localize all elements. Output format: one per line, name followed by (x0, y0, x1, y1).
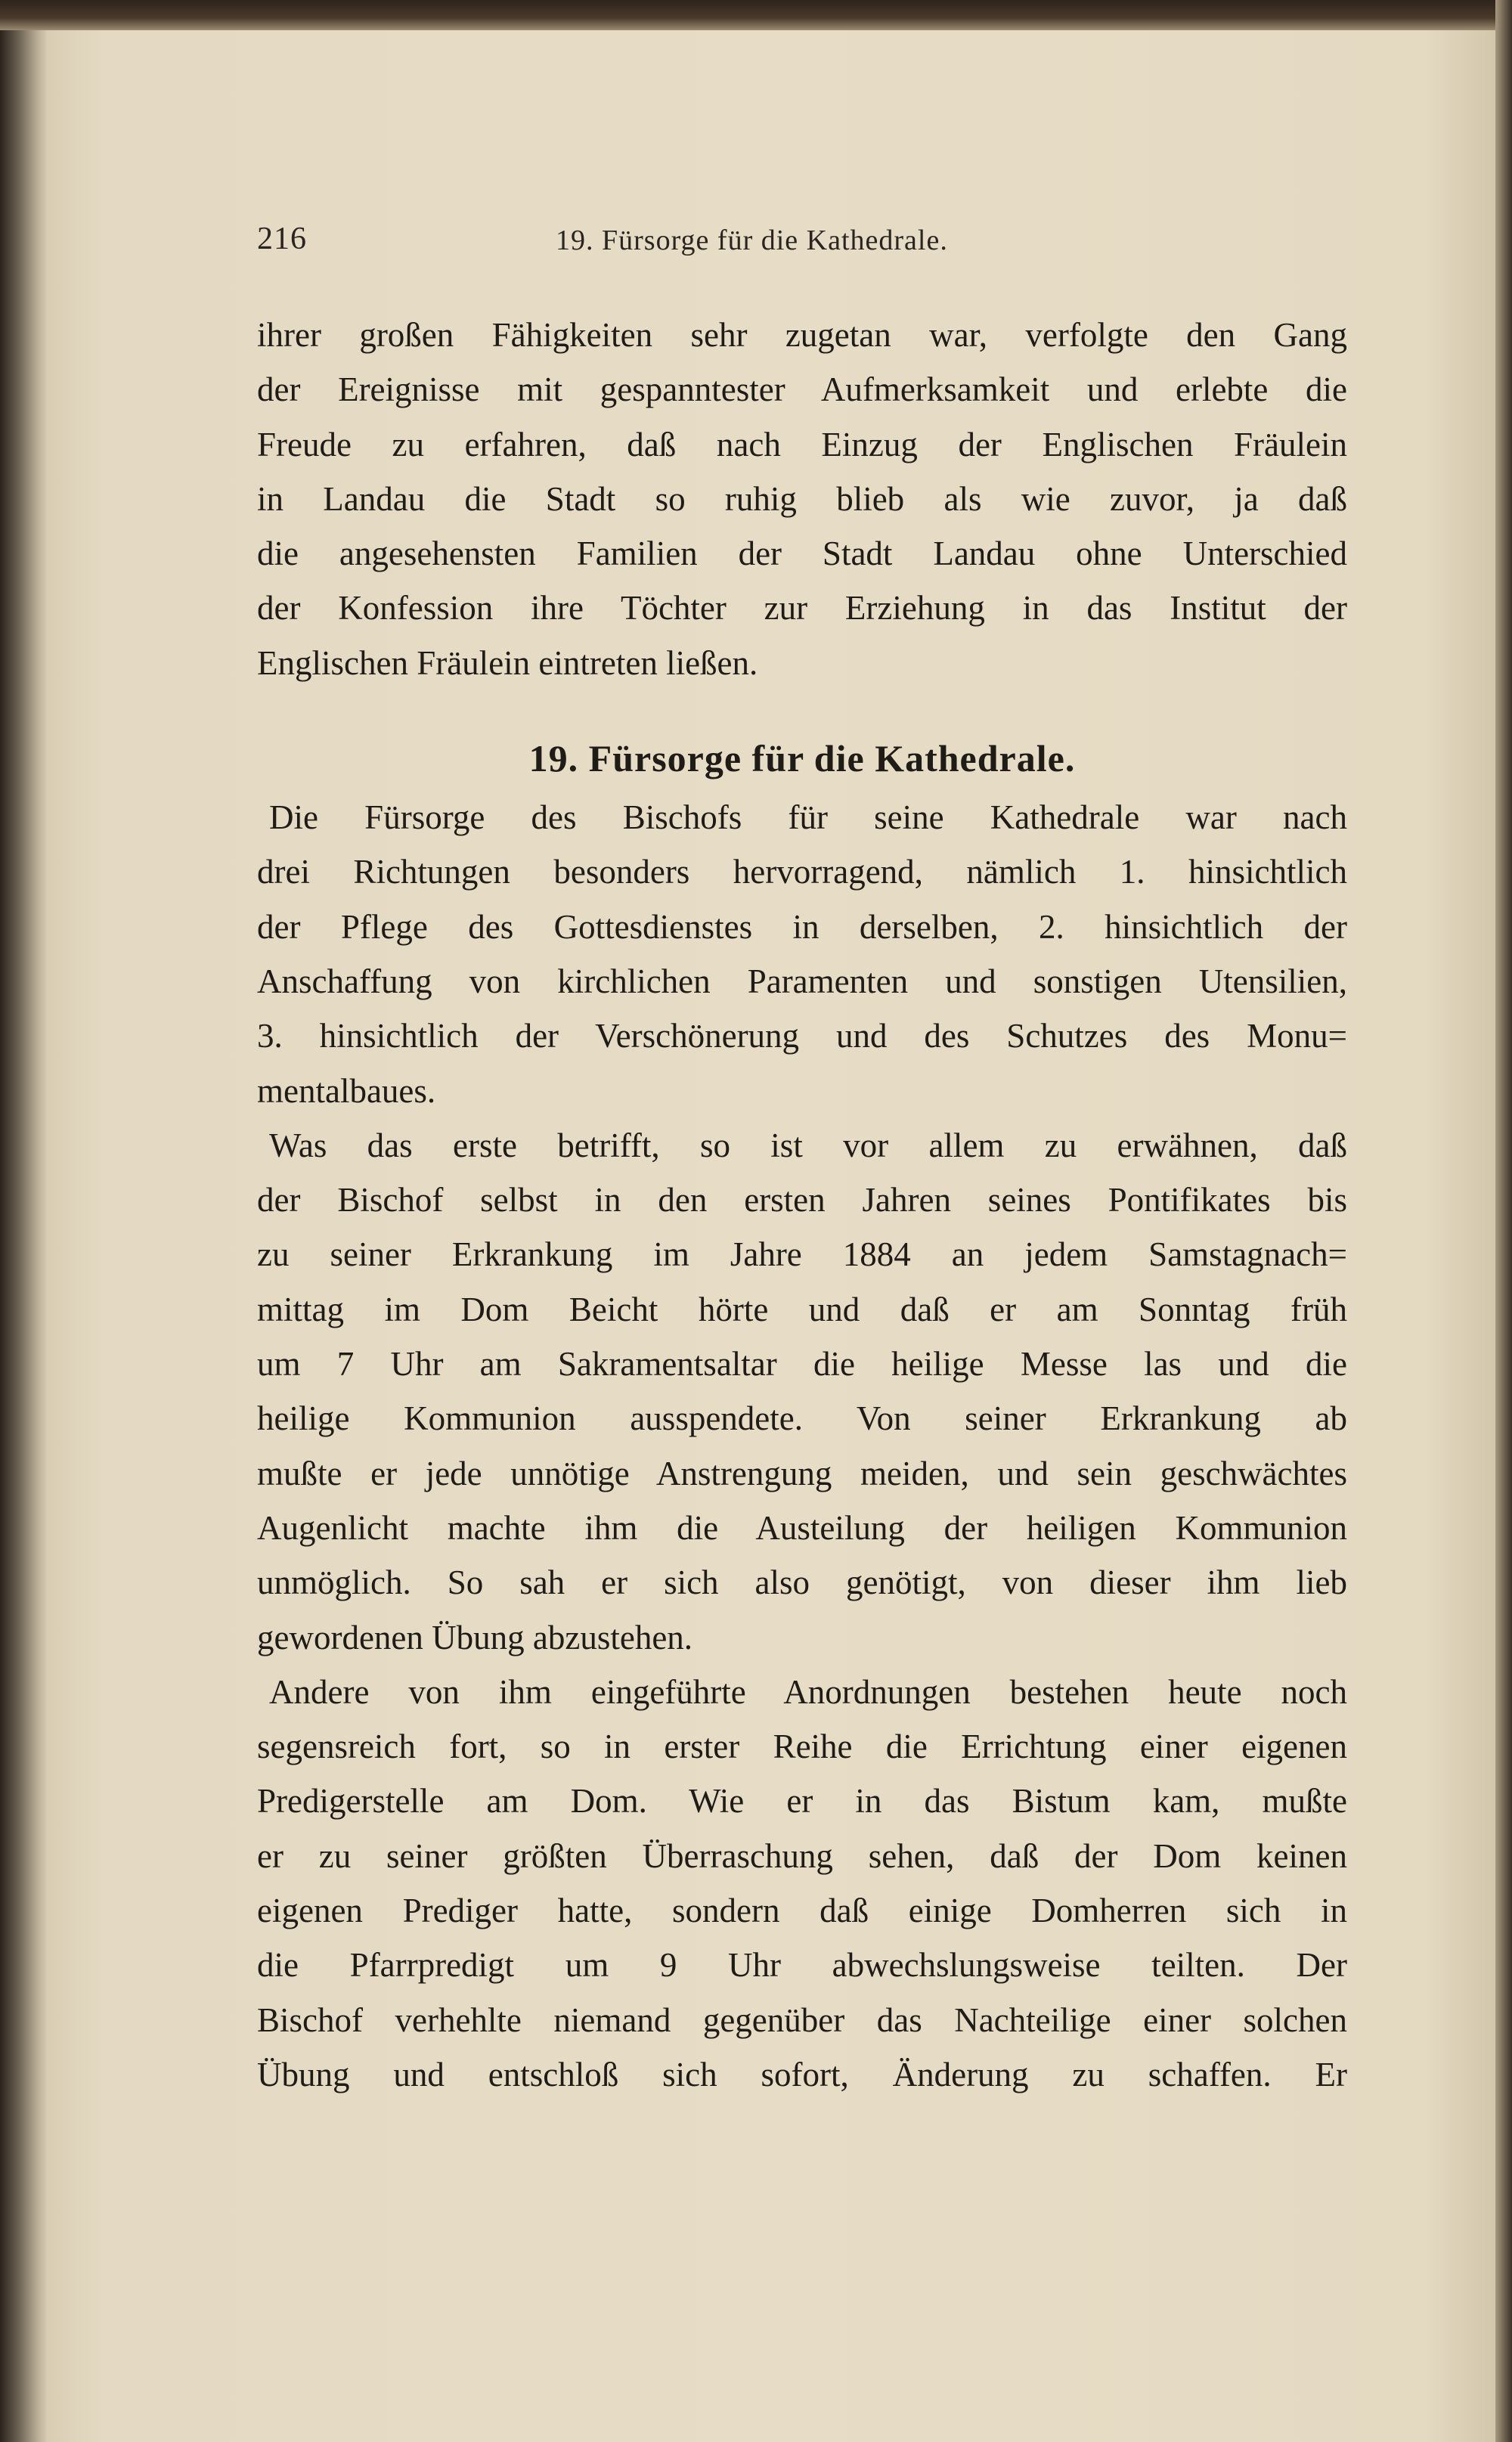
text-line: der Bischof selbst in den ersten Jahren seines Pontifikates bis (257, 1181, 1347, 1219)
text-line: der Ereignisse mit gespanntester Aufmerksamkeit und erlebte die (257, 370, 1347, 409)
text-line: heilige Kommunion ausspendete. Von seiner Erkrankung ab (257, 1399, 1347, 1438)
text-line: Übung und entschloß sich sofort, Änderung zu schaffen. Er (257, 2055, 1347, 2093)
text-line: Andere von ihm eingeführte Anordnungen bestehen heute noch (269, 1672, 1347, 1711)
text-line: mentalbaues. (257, 1071, 436, 1110)
running-title: 19. Fürsorge für die Kathedrale. (556, 225, 948, 256)
text-line: mußte er jede unnötige Anstrengung meiden, und sein geschwächtes (257, 1454, 1347, 1492)
text-line: Englischen Fräulein eintreten ließen. (257, 643, 758, 682)
running-header (257, 221, 1346, 266)
text-line: die angesehensten Familien der Stadt Landau ohne Unterschied (257, 535, 1347, 573)
text-line: Freude zu erfahren, daß nach Einzug der Englischen Fräulein (257, 425, 1347, 463)
text-line: die Pfarrpredigt um 9 Uhr abwechslungsweise teilten. Der (257, 1946, 1347, 1985)
text-line: segensreich fort, so in erster Reihe die Errichtung einer eigenen (257, 1728, 1347, 1766)
text-line: Predigerstelle am Dom. Wie er in das Bistum kam, mußte (257, 1782, 1347, 1821)
text-line: er zu seiner größten Überraschung sehen, daß der Dom keinen (257, 1836, 1347, 1875)
text-line: Bischof verhehlte niemand gegenüber das Nachteilige einer solchen (257, 2000, 1347, 2039)
text-line: Augenlicht machte ihm die Austeilung der heiligen Kommunion (257, 1508, 1347, 1547)
text-line: drei Richtungen besonders hervorragend, nämlich 1. hinsichtlich (257, 853, 1347, 891)
text-line: zu seiner Erkrankung im Jahre 1884 an jedem Samstagnach= (257, 1235, 1347, 1274)
paragraph (257, 308, 1347, 690)
text-line: Was das erste betrifft, so ist vor allem zu erwähnen, daß (269, 1126, 1347, 1164)
paragraph (257, 1118, 1347, 1665)
text-line: in Landau die Stadt so ruhig blieb als wie zuvor, ja daß (257, 479, 1347, 518)
text-line: der Pflege des Gottesdienstes in derselben, 2. hinsichtlich der (257, 907, 1347, 946)
section-heading: 19. Fürsorge für die Kathedrale. (528, 737, 1076, 780)
text-line: Die Fürsorge des Bischofs für seine Kathedrale war nach (269, 798, 1347, 837)
text-line: gewordenen Übung abzustehen. (257, 1618, 693, 1656)
paragraph (257, 1665, 1347, 2102)
page-number: 216 (257, 222, 307, 256)
book-binding-edge (0, 0, 47, 2442)
text-line: unmöglich. So sah er sich also genötigt, von dieser ihm lieb (257, 1563, 1347, 1602)
text-line: Anschaffung von kirchlichen Paramenten und sonstigen Utensilien, (257, 962, 1347, 1000)
text-line: mittag im Dom Beicht hörte und daß er am Sonntag früh (257, 1290, 1347, 1328)
page-top-edge (0, 0, 1512, 30)
text-line: ihrer großen Fähigkeiten sehr zugetan war, verfolgte den Gang (257, 316, 1347, 354)
text-line: der Konfession ihre Töchter zur Erziehung in das Institut der (257, 589, 1347, 628)
text-line: um 7 Uhr am Sakramentsaltar die heilige Messe las und die (257, 1345, 1347, 1384)
paragraph (257, 790, 1347, 1118)
page-right-edge (1495, 0, 1512, 2442)
text-line: eigenen Prediger hatte, sondern daß einige Domherren sich in (257, 1892, 1347, 1930)
page-body-text (257, 308, 1347, 2102)
text-line: 3. hinsichtlich der Verschönerung und des Schutzes des Monu= (257, 1017, 1347, 1055)
